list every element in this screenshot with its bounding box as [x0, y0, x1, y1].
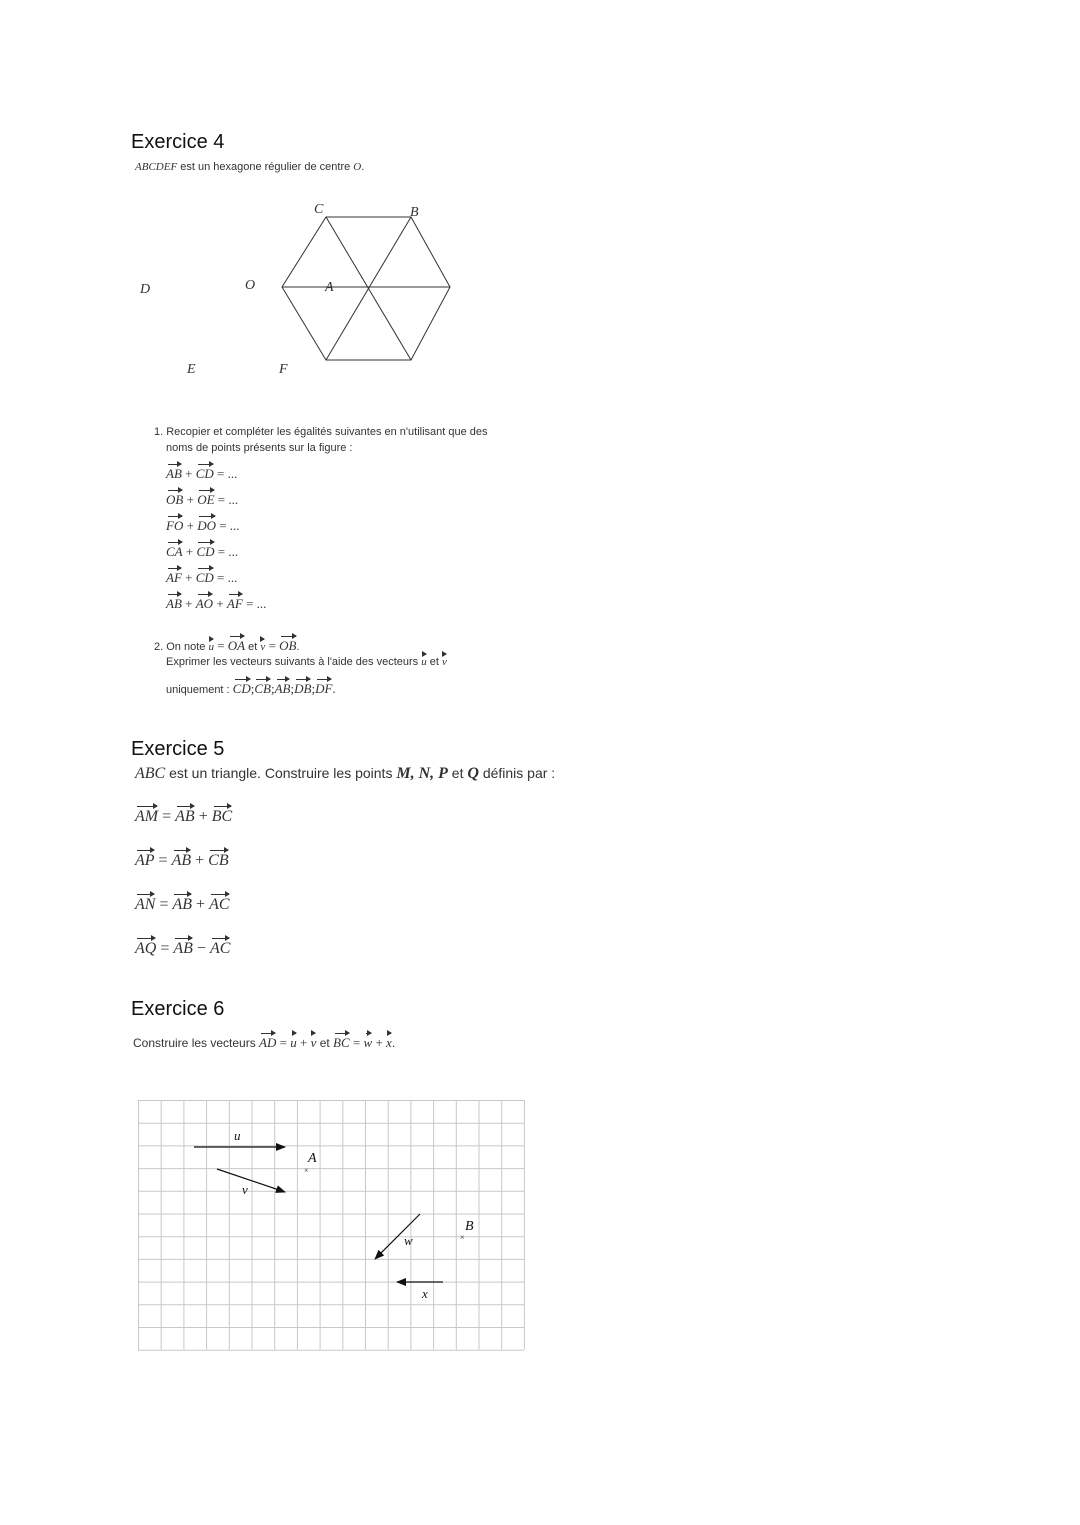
- vector-ad: AD: [259, 1035, 277, 1050]
- vector-lhs: AM: [135, 808, 159, 825]
- equality-row: [166, 492, 238, 508]
- question-2-line3: [166, 681, 336, 697]
- vector-item: AB: [274, 681, 291, 696]
- question-2-line1: [154, 638, 300, 654]
- q2-line2-text: Exprimer les vecteurs suivants à l'aide des vecteurs: [166, 656, 422, 668]
- ex5-text2: définis par :: [478, 765, 556, 781]
- operator: +: [183, 492, 198, 507]
- intro-end: .: [361, 161, 365, 173]
- ex6-equals-1: =: [276, 1035, 291, 1050]
- definition-row: [135, 940, 230, 958]
- vector-term: AO: [195, 596, 214, 611]
- separator: ;: [250, 681, 255, 696]
- equals: =: [154, 852, 172, 869]
- equals: =: [156, 940, 174, 957]
- vector-term: CD: [195, 570, 214, 585]
- operator: +: [183, 518, 198, 533]
- operator: +: [191, 852, 209, 869]
- exercise-4-title: Exercice 4: [131, 131, 225, 153]
- equality-row: [166, 466, 237, 482]
- grid-label-a: A: [308, 1151, 317, 1166]
- hexagon-outline: [282, 217, 450, 360]
- vector-term: CA: [166, 544, 183, 559]
- vector-b: AC: [209, 896, 230, 913]
- equality-row: [166, 596, 266, 612]
- equality-rhs: = ...: [242, 596, 267, 611]
- label-d: D: [140, 282, 151, 297]
- exercise-6-title: Exercice 6: [131, 998, 225, 1020]
- vector-a: AB: [173, 940, 193, 957]
- equality-rhs: = ...: [214, 544, 239, 559]
- vector-b: BC: [211, 808, 233, 825]
- exercise-5-intro: [135, 765, 555, 783]
- hexagon-lines: [282, 217, 450, 360]
- vector-grid: [138, 1100, 524, 1352]
- equality-row: [166, 570, 237, 586]
- vector-lhs: AP: [135, 852, 155, 869]
- vector-item: CB: [254, 681, 271, 696]
- point-b-cross: ×: [460, 1233, 465, 1242]
- vector-b: AC: [209, 940, 231, 957]
- equality-row: [166, 518, 240, 534]
- grid-label-b: B: [465, 1219, 474, 1234]
- vector-v-2: v: [442, 656, 447, 668]
- definition-row: [135, 852, 229, 870]
- points-mnp: M, N, P: [396, 765, 448, 782]
- vector-a: AB: [175, 808, 195, 825]
- label-e: E: [187, 362, 196, 377]
- separator: .: [332, 681, 336, 696]
- ex5-et: et: [447, 765, 468, 781]
- vector-term: AF: [226, 596, 243, 611]
- vector-item: CD: [232, 681, 251, 696]
- vector-a: AB: [172, 896, 193, 913]
- vector-term: AB: [166, 596, 182, 611]
- operator: +: [194, 808, 212, 825]
- definition-row: [135, 808, 232, 826]
- q2-line3-prefix: uniquement :: [166, 684, 233, 696]
- separator: ;: [270, 681, 275, 696]
- point-a-cross: ×: [304, 1166, 309, 1175]
- q2-et: et: [245, 641, 261, 653]
- definition-row: [135, 896, 230, 914]
- vector-b: CB: [208, 852, 229, 869]
- question-2-line2: [166, 656, 447, 668]
- vector-u: u: [208, 641, 214, 653]
- equality-rhs: = ...: [214, 492, 239, 507]
- ex6-plus-1: +: [296, 1035, 311, 1050]
- vector-term: AB: [166, 466, 182, 481]
- vector-term: OB: [166, 492, 184, 507]
- equality-row: [166, 544, 238, 560]
- exercise-6-instruction: [133, 1035, 395, 1051]
- intro-text: est un hexagone régulier de centre: [177, 161, 354, 173]
- vector-lhs: AN: [135, 896, 156, 913]
- vector-term: OE: [197, 492, 215, 507]
- label-o: O: [245, 278, 256, 293]
- point-q: Q: [467, 765, 479, 782]
- vector-item: DB: [294, 681, 312, 696]
- operator: +: [182, 544, 197, 559]
- exercise-4-intro: [135, 161, 364, 173]
- vector-term: DO: [197, 518, 216, 533]
- ex6-end: .: [391, 1036, 396, 1050]
- vector-term: AF: [166, 570, 182, 585]
- ex6-equals-2: =: [349, 1035, 364, 1050]
- separator: ;: [290, 681, 295, 696]
- equals: =: [155, 896, 173, 913]
- question-1-line1: 1. Recopier et compléter les égalités suivantes en n'utilisant que des: [154, 426, 488, 438]
- operator: +: [181, 596, 196, 611]
- center-name: O: [353, 161, 362, 173]
- q2-equals: =: [213, 638, 228, 653]
- hexagon-figure: [130, 195, 419, 380]
- vector-lhs: AQ: [135, 940, 157, 957]
- vector-item: DF: [315, 681, 333, 696]
- label-a: A: [325, 280, 334, 295]
- operator: +: [213, 596, 227, 611]
- ex5-text1: est un triangle. Construire les points: [165, 765, 397, 781]
- operator: +: [192, 896, 210, 913]
- operator: −: [192, 940, 210, 957]
- triangle-name: ABC: [135, 765, 166, 782]
- vector-w: w: [363, 1035, 373, 1050]
- label-f: F: [279, 362, 288, 377]
- q2-line2-et: et: [426, 656, 443, 668]
- vector-a: AB: [171, 852, 192, 869]
- vector-term: CD: [195, 466, 214, 481]
- operator: +: [181, 466, 196, 481]
- vector-oa: OA: [227, 638, 246, 653]
- equality-rhs: = ...: [213, 466, 238, 481]
- equality-rhs: = ...: [213, 570, 238, 585]
- grid-label-w: w: [404, 1233, 413, 1248]
- ex6-et: et: [316, 1036, 334, 1050]
- operator: +: [181, 570, 196, 585]
- label-c: C: [314, 202, 324, 217]
- vector-v-3: v: [310, 1035, 317, 1050]
- ex6-text1: Construire les vecteurs: [133, 1036, 260, 1050]
- vector-x: x: [386, 1035, 392, 1050]
- vector-term: CD: [196, 544, 215, 559]
- grid-label-x: x: [422, 1286, 428, 1301]
- vector-u-3: u: [290, 1035, 297, 1050]
- vector-ob: OB: [279, 638, 297, 653]
- equality-rhs: = ...: [215, 518, 240, 533]
- vector-v: v: [260, 641, 266, 653]
- vector-u-2: u: [421, 656, 427, 668]
- ex6-plus-2: +: [372, 1035, 387, 1050]
- q2-prefix: 2. On note: [154, 641, 209, 653]
- exercise-5-title: Exercice 5: [131, 738, 225, 760]
- vector-bc: BC: [333, 1035, 350, 1050]
- vector-term: FO: [166, 518, 184, 533]
- equals: =: [158, 808, 176, 825]
- label-b: B: [410, 205, 419, 220]
- grid-label-v: v: [242, 1182, 248, 1197]
- question-1-line2: noms de points présents sur la figure :: [166, 442, 353, 454]
- q2-equals-2: =: [265, 638, 280, 653]
- grid-label-u: u: [234, 1128, 241, 1143]
- separator: ;: [311, 681, 316, 696]
- hexagon-name: ABCDEF: [135, 161, 178, 173]
- q2-vector-list: [233, 681, 336, 696]
- q2-dot: .: [296, 641, 300, 653]
